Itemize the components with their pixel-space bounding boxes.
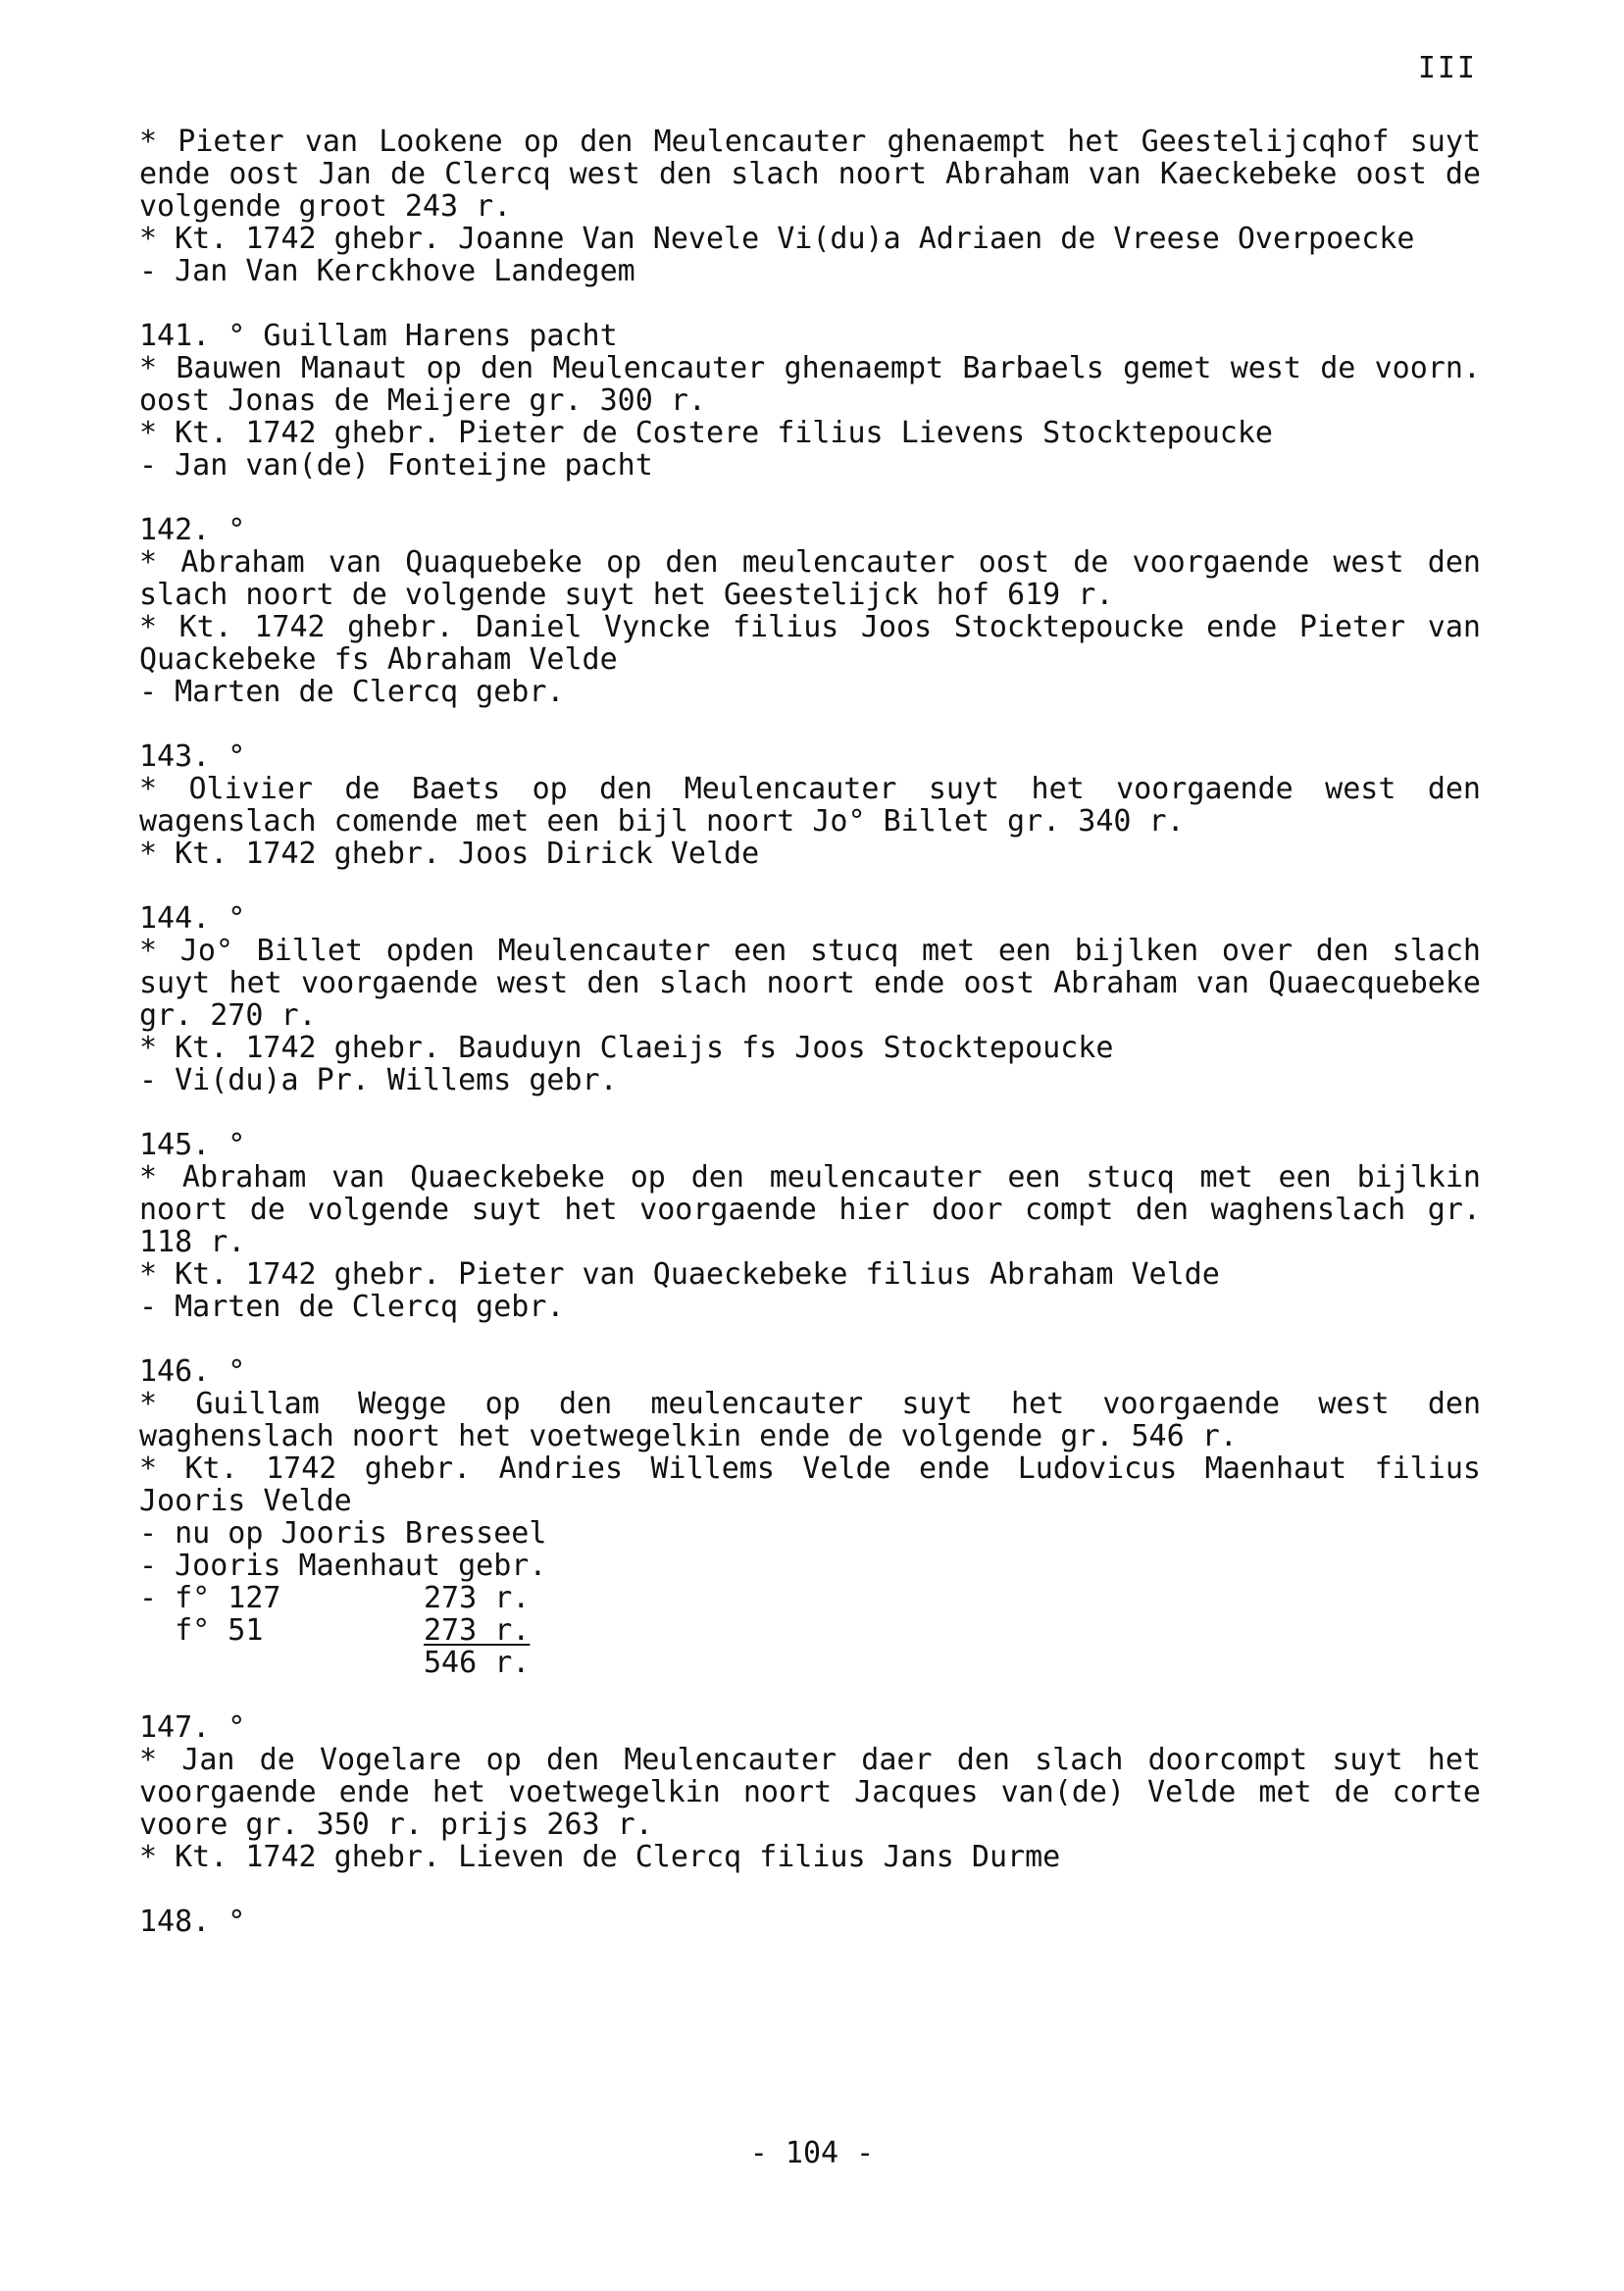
entry-141 — [139, 320, 1481, 482]
entry-line: - Vi(du)a Pr. Willems gebr. — [139, 1063, 618, 1097]
area-value: 273 r. — [424, 1581, 531, 1615]
entry-line: * Jan de Vogelare op den Meulencauter daer den slach doorcompt suyt het voorgaende ende het voetwegelkin noort Jacques van(de) Velde met de corte voore gr. 350 r. prijs 263 r. — [139, 1743, 1481, 1842]
page-header-number: III — [1417, 51, 1477, 85]
entry-146 — [139, 1355, 1481, 1679]
entry-line: * Kt. 1742 ghebr. Andries Willems Velde ende Ludovicus Maenhaut filius Jooris Velde — [139, 1451, 1481, 1518]
entry-line: - Jan van(de) Fonteijne pacht — [139, 448, 653, 483]
entry-title: 145. ° — [139, 1128, 246, 1162]
entry-145 — [139, 1129, 1481, 1323]
entry-line: * Kt. 1742 ghebr. Bauduyn Claeijs fs Joos Stocktepoucke — [139, 1031, 1114, 1065]
folio-reference: - f° 127 — [139, 1581, 281, 1615]
entry-title: 144. ° — [139, 901, 246, 936]
entry-line: * Bauwen Manaut op den Meulencauter ghenaempt Barbaels gemet west de voorn. oost Jonas de Meijere gr. 300 r. — [139, 351, 1481, 418]
entry-line: - Marten de Clercq gebr. — [139, 1290, 565, 1324]
entry-line: * Pieter van Lookene op den Meulencauter ghenaempt het Geestelijcqhof suyt ende oost Jan de Clercq west den slach noort Abraham van Kaeckebeke oost de volgende groot 243 r. — [139, 125, 1481, 224]
entry-line: * Kt. 1742 ghebr. Joos Dirick Velde — [139, 837, 760, 871]
sum-row — [139, 1614, 530, 1647]
folio-reference: f° 51 — [139, 1613, 264, 1648]
entry-line: * Kt. 1742 ghebr. Pieter de Costere filius Lievens Stocktepoucke — [139, 416, 1273, 450]
entry-title: 146. ° — [139, 1354, 246, 1389]
entry-line: * Kt. 1742 ghebr. Lieven de Clercq filius Jans Durme — [139, 1840, 1061, 1874]
page-footer-number: - 104 - — [749, 2136, 875, 2170]
entry-title: 141. ° Guillam Harens pacht — [139, 319, 618, 353]
entry-148 — [139, 1906, 1481, 1938]
entry-147 — [139, 1711, 1481, 1873]
entry-title: 147. ° — [139, 1710, 246, 1745]
folio-reference — [139, 1647, 424, 1679]
entry-line: - nu op Jooris Bresseel — [139, 1516, 547, 1551]
entry-line: * Kt. 1742 ghebr. Joanne Van Nevele Vi(du)a Adriaen de Vreese Overpoecke — [139, 222, 1415, 256]
area-value — [424, 1614, 530, 1647]
entry-line: * Olivier de Baets op den Meulencauter suyt het voorgaende west den wagenslach comende met een bijl noort Jo° Billet gr. 340 r. — [139, 772, 1481, 839]
intro-entry — [139, 126, 1481, 287]
entry-142 — [139, 514, 1481, 708]
sum-row — [139, 1582, 530, 1614]
area-total: 546 r. — [424, 1646, 531, 1680]
entry-title: 142. ° — [139, 513, 246, 547]
entry-line: * Jo° Billet opden Meulencauter een stucq met een bijlken over den slach suyt het voorgaende west den slach noort ende oost Abraham van Quaecquebeke gr. 270 r. — [139, 934, 1481, 1033]
entry-144 — [139, 902, 1481, 1096]
entry-line: * Abraham van Quaquebeke op den meulencauter oost de voorgaende west den slach noort de volgende suyt het Geestelijck hof 619 r. — [139, 545, 1481, 612]
entry-line: * Kt. 1742 ghebr. Daniel Vyncke filius Joos Stocktepoucke ende Pieter van Quackebeke fs Abraham Velde — [139, 610, 1481, 677]
entry-line: * Guillam Wegge op den meulencauter suyt het voorgaende west den waghenslach noort het voetwegelkin ende de volgende gr. 546 r. — [139, 1387, 1481, 1453]
entry-line: - Jan Van Kerckhove Landegem — [139, 254, 635, 288]
entry-line: * Abraham van Quaeckebeke op den meulencauter een stucq met een bijlkin noort de volgende suyt het voorgaende hier door compt den waghenslach gr. 118 r. — [139, 1160, 1481, 1259]
entry-line: * Kt. 1742 ghebr. Pieter van Quaeckebeke filius Abraham Velde — [139, 1257, 1220, 1292]
entry-143 — [139, 740, 1481, 870]
entry-title: 143. ° — [139, 739, 246, 774]
document-body — [139, 126, 1481, 1970]
area-sum-table — [139, 1582, 530, 1679]
entry-title: 148. ° — [139, 1905, 246, 1939]
entry-line: - Jooris Maenhaut gebr. — [139, 1549, 547, 1583]
area-value-underlined: 273 r. — [424, 1613, 531, 1648]
entry-line: - Marten de Clercq gebr. — [139, 675, 565, 709]
sum-row — [139, 1647, 530, 1679]
